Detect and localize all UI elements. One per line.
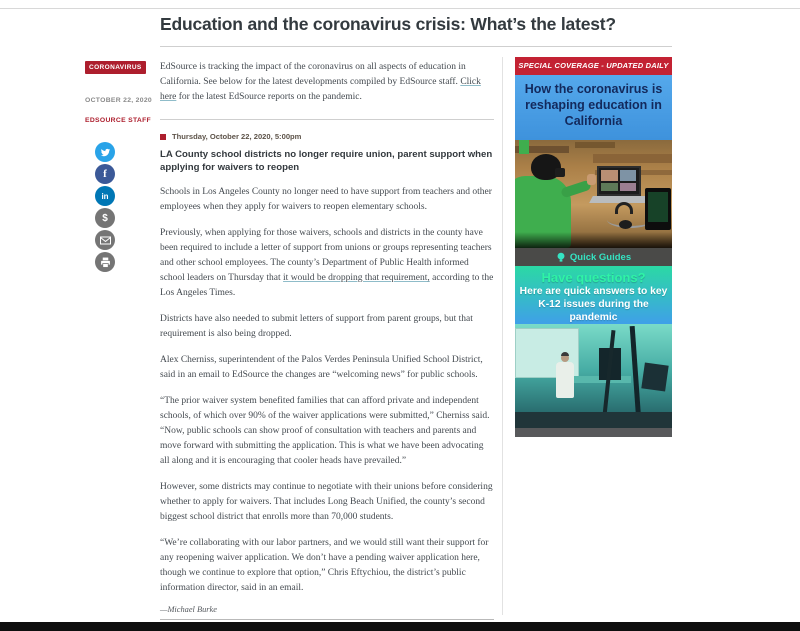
- quick-guides-card[interactable]: [515, 248, 672, 437]
- entry-headline: LA County school districts no longer require union, parent support when applying for waivers to reopen: [160, 149, 493, 173]
- column-divider: [502, 57, 503, 615]
- print-icon: [100, 257, 111, 268]
- special-coverage-headline: How the coronavirus is reshaping education in California: [515, 75, 672, 140]
- share-twitter-button[interactable]: [95, 142, 115, 162]
- share-linkedin-button[interactable]: [95, 186, 115, 206]
- donate-button[interactable]: [95, 208, 115, 228]
- title-divider: [160, 46, 672, 47]
- article-paragraph-2: [160, 226, 494, 301]
- twitter-icon: [100, 147, 111, 158]
- tablet-screen: [648, 192, 668, 222]
- face-mask: [555, 168, 565, 177]
- quick-guides-footer-bar: [515, 428, 672, 437]
- video-call-tile: [620, 170, 636, 181]
- tablet-device: [645, 188, 671, 230]
- red-square-bullet-icon: [160, 134, 166, 140]
- photo-shadow: [515, 232, 672, 248]
- article-paragraph-7: “We’re collaborating with our labor partners, and we would still want their support for any reopening waiver application. We don’t have a pending waiver application here, though we continue to explore that option,” Chris Eftychiou, the district’s public information director, said in an email.: [160, 538, 489, 593]
- teacher-figure: [556, 362, 574, 398]
- article-column: [160, 57, 494, 620]
- video-call-tile: [620, 183, 636, 191]
- video-call-tile: [601, 183, 618, 191]
- paragraph-2-text-after: according to the Los Angeles Times.: [160, 273, 494, 298]
- equipment-silhouette: [641, 362, 668, 391]
- laptop-base: [589, 196, 649, 203]
- entry-end-divider: [160, 619, 494, 620]
- linkedin-icon: in: [101, 191, 109, 201]
- quick-guides-question: Have questions?: [541, 270, 646, 285]
- article-paragraph-1: Schools in Los Angeles County no longer need to have support from teachers and other employees when they apply for waivers to reopen elementary schools.: [160, 187, 492, 212]
- special-coverage-card[interactable]: [515, 57, 672, 248]
- intro-text-before: EdSource is tracking the impact of the coronavirus on all aspects of education in California. See below for the latest developments compiled by EdSource staff.: [160, 62, 466, 87]
- intro-text-after: for the latest EdSource reports on the pandemic.: [176, 92, 362, 102]
- share-toolbar: [95, 142, 115, 272]
- dropping-requirement-link[interactable]: it would be dropping that requirement,: [283, 273, 430, 283]
- paragraph-2-text-before: Previously, when applying for those waivers, schools and districts in the county have been required to include a letter of support from unions or groups representing teachers and other school employees. The county’s Department of Public Health informed school leaders on Thursday that: [160, 228, 492, 283]
- share-facebook-button[interactable]: [95, 164, 115, 184]
- special-coverage-banner: SPECIAL COVERAGE - UPDATED DAILY: [515, 57, 672, 75]
- quick-guides-header: [515, 248, 672, 266]
- page-title: Education and the coronavirus crisis: What’s the latest?: [160, 14, 616, 34]
- quick-guides-subtext: Here are quick answers to key K-12 issues during the pandemic: [519, 286, 668, 323]
- promo-rail: [515, 57, 672, 437]
- article-paragraph-4: Alex Cherniss, superintendent of the Palos Verdes Peninsula Unified School District, said in an email to EdSource the changes are “welcoming news” for public schools.: [160, 355, 483, 380]
- headphones-shape: [615, 202, 633, 214]
- author-link[interactable]: EDSOURCE STAFF: [85, 117, 152, 124]
- print-button[interactable]: [95, 252, 115, 272]
- mouse-shape: [619, 220, 632, 229]
- facebook-icon: f: [103, 168, 107, 180]
- article-meta-rail: [85, 56, 155, 274]
- top-divider: [0, 8, 800, 9]
- desk-shape: [593, 154, 672, 163]
- floor-shape: [515, 412, 672, 428]
- category-badge[interactable]: CORONAVIRUS: [85, 61, 146, 74]
- student-hand: [587, 174, 596, 185]
- quick-guides-title: Quick Guides: [569, 251, 632, 263]
- section-divider: [160, 119, 494, 120]
- classroom-student-photo: [515, 140, 672, 248]
- article-paragraph-5: “The prior waiver system benefited families that can afford private and independent schools, of which over 90% of the waiver applications were submitted,” Cherniss said. “Now, public schools can show proof of consultation with teachers and parents and move forward with submitting the application. This is what we have been advocating all along and it is encouraging that cooler heads have prevailed.”: [160, 396, 490, 466]
- timestamp: Thursday, October 22, 2020, 5:00pm: [172, 132, 302, 141]
- bottom-bar: [0, 622, 800, 631]
- desk-shape: [575, 142, 615, 148]
- intro-paragraph: [160, 60, 494, 105]
- byline: —Michael Burke: [160, 605, 217, 614]
- lightbulb-icon: [556, 252, 566, 263]
- classroom-teacher-photo: [515, 324, 672, 428]
- teacher-hair: [561, 352, 569, 356]
- tripod-pole: [630, 326, 642, 422]
- click-here-link[interactable]: Click here: [160, 77, 481, 102]
- article-paragraph-3: Districts have also needed to submit letters of support from parent groups, but that requirement is also being dropped.: [160, 314, 473, 339]
- green-object-shape: [519, 140, 529, 154]
- dollar-icon: $: [102, 212, 108, 224]
- quick-guides-banner: [515, 266, 672, 324]
- laptop-screen: [597, 166, 641, 196]
- timestamp-row: [160, 132, 494, 141]
- email-icon: [100, 236, 111, 245]
- article-paragraph-6: However, some districts may continue to negotiate with their unions before considering whether to apply for waivers. That includes Long Beach Unified, the county’s second biggest school district that enrolls more than 70,000 students.: [160, 482, 493, 522]
- article-date: OCTOBER 22, 2020: [85, 97, 153, 104]
- share-email-button[interactable]: [95, 230, 115, 250]
- video-call-tile: [601, 170, 618, 181]
